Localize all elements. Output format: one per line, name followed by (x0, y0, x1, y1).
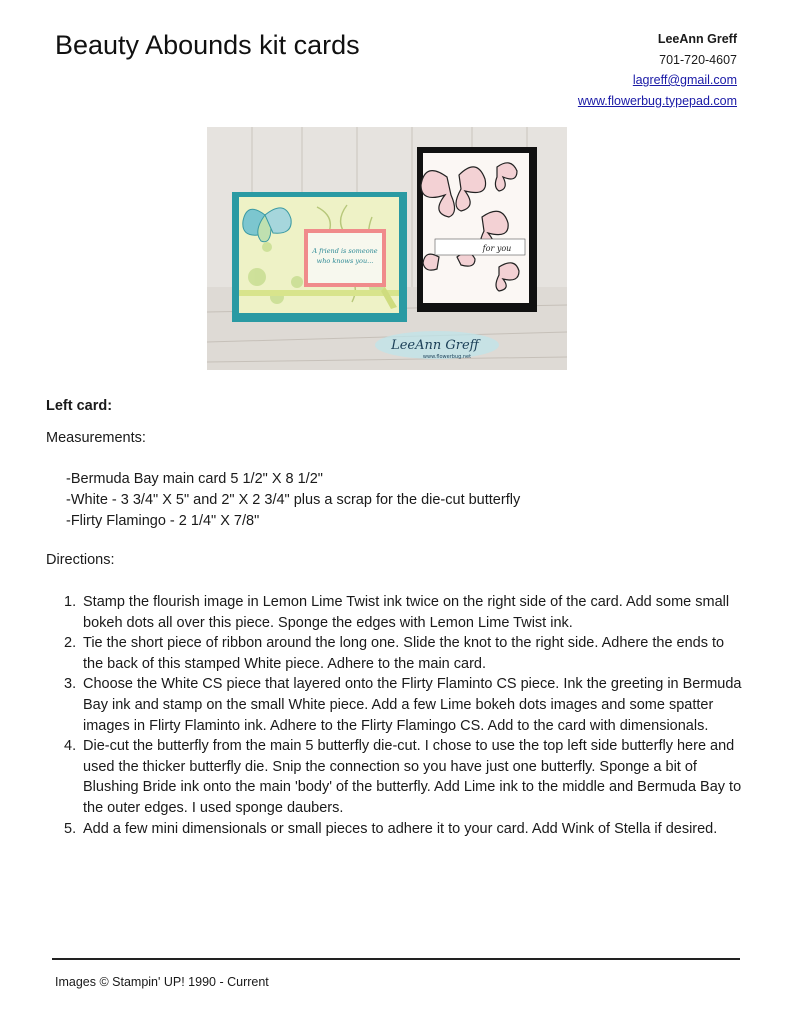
measurement-item: -White - 3 3/4" X 5" and 2" X 2 3/4" plus a scrap for the die-cut butterfly (66, 492, 521, 508)
step-text: Choose the White CS piece that layered onto the Flirty Flaminto CS piece. Ink the greeting in Bermuda Bay ink and stamp on the small White piece. Add a few Lime bokeh dots images and some spatter images in Flirty Flaminto ink. Adhere to the Flirty Flamingo CS. Add to the card with dimensionals. (83, 676, 742, 734)
measurement-item: -Bermuda Bay main card 5 1/2" X 8 1/2" (66, 471, 323, 487)
website-link[interactable]: www.flowerbug.typepad.com (577, 93, 737, 108)
directions-list (46, 592, 746, 839)
direction-step (46, 592, 746, 633)
step-text: Add a few mini dimensionals or small pieces to adhere it to your card. Add Wink of Stella if desired. (83, 820, 718, 837)
page-title: Beauty Abounds kit cards (55, 30, 360, 60)
step-number: 4. (64, 738, 77, 755)
left-card-heading: Left card: (46, 398, 113, 414)
direction-step (46, 674, 746, 736)
photo-watermark: LeeAnn Greff (391, 338, 479, 353)
measurements-list (66, 469, 520, 532)
step-number: 1. (64, 594, 77, 610)
contact-block (578, 29, 737, 111)
step-number: 5. (64, 820, 77, 837)
cards-photo (207, 127, 567, 370)
measurement-item: -Flirty Flamingo - 2 1/4" X 7/8" (66, 513, 260, 529)
footer-divider (52, 958, 740, 960)
left-card-sentiment-line1: A friend is someone (312, 247, 378, 255)
email-link[interactable]: lagreff@gmail.com (632, 73, 737, 87)
direction-step (46, 736, 746, 818)
footer-copyright: Images © Stampin' UP! 1990 - Current (55, 975, 269, 989)
step-text: Stamp the flourish image in Lemon Lime Twist ink twice on the right side of the card. Add some small bokeh dots all over this piece. Sponge the edges with Lemon Lime Twist ink. (83, 594, 730, 631)
step-number: 3. (64, 676, 77, 693)
step-text: Tie the short piece of ribbon around the long one. Slide the knot to the right side. Adhere the ends to the back of this stamped White piece. Adhere to the main card. (83, 635, 725, 672)
step-text: Die-cut the butterfly from the main 5 butterfly die-cut. I chose to use the top left side butterfly here and used the thicker butterfly die. Snip the connection so you have just one butterfly. Sponge a bit of Blushing Bride ink onto the main 'body' of the butterfly. Add Lime ink to the middle and Bermuda Bay to the outer edges. I used sponge daubers. (83, 738, 742, 816)
direction-step (46, 633, 746, 674)
author-name: LeeAnn Greff (657, 32, 737, 46)
measurements-label: Measurements: (46, 430, 146, 446)
phone-number: 701-720-4607 (659, 52, 737, 67)
left-card-sentiment-line2: who knows you... (316, 257, 374, 265)
direction-step (46, 819, 746, 840)
photo-watermark-url: www.flowerbug.net (422, 354, 472, 360)
right-card-sentiment: for you (482, 244, 512, 253)
step-number: 2. (64, 635, 77, 652)
directions-label: Directions: (46, 552, 115, 568)
